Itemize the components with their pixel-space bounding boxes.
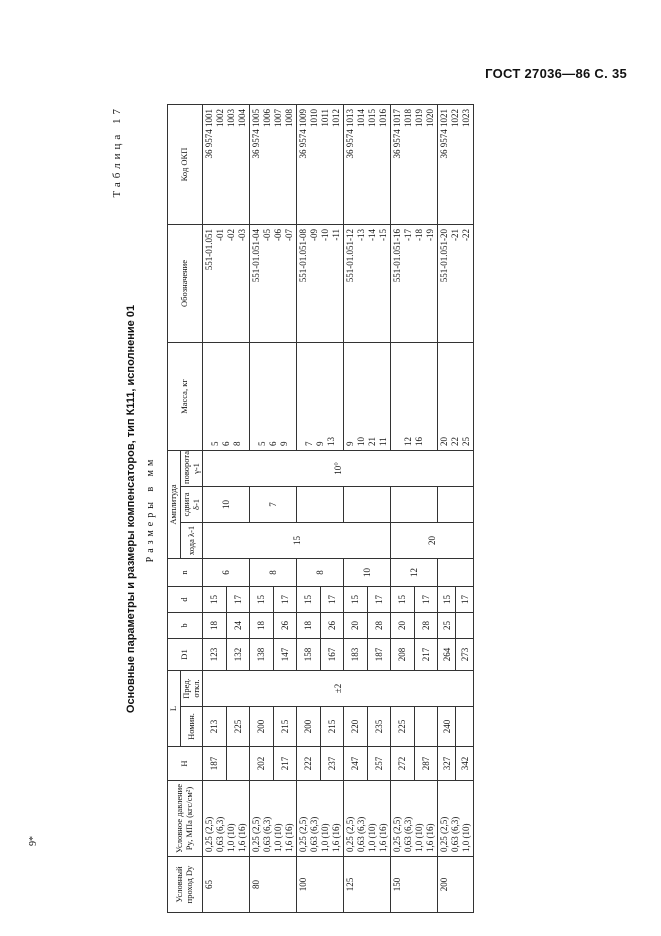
cell-n: 10 [344, 558, 391, 586]
table-row [250, 104, 274, 912]
page-header: ГОСТ 27036—86 С. 35 [485, 66, 627, 81]
cell-pressure-line: 0,63 (6,3) [356, 816, 367, 852]
cell-H: 272 [391, 747, 415, 781]
cell-D1: 132 [226, 638, 250, 670]
cell-mass [203, 342, 250, 450]
cell-mass-line: 9 [345, 441, 356, 446]
cell-d: 15 [344, 586, 368, 612]
cell-designation-line: -17 [403, 228, 414, 241]
cell-mass [438, 342, 474, 450]
cell-pressure [297, 781, 344, 857]
cell-b: 26 [273, 612, 297, 638]
cell-okp-line: 36 9574 1009 [298, 108, 309, 159]
cell-L-dev: ±2 [203, 670, 474, 706]
cell-pressure-line: 0,25 (2,5) [298, 816, 309, 852]
cell-pressure [203, 781, 250, 857]
cell-L-nom [414, 707, 438, 747]
cell-okp-line: 36 9574 1005 [251, 108, 262, 159]
cell-b [456, 612, 474, 638]
cell-okp-line: 1014 [356, 108, 367, 127]
cell-b: 28 [367, 612, 391, 638]
cell-designation-line: 551-01.051-04 [251, 228, 262, 283]
cell-b: 24 [226, 612, 250, 638]
cell-designation-line: 551-01.051-16 [392, 228, 403, 283]
cell-shift [344, 486, 391, 522]
cell-d: 17 [456, 586, 474, 612]
cell-D1: 147 [273, 638, 297, 670]
cell-L-nom: 200 [250, 707, 274, 747]
rotated-table-block [103, 105, 593, 913]
cell-okp-line: 36 9574 1021 [439, 108, 450, 159]
cell-L-nom: 215 [320, 707, 344, 747]
cell-pressure-line: 0,25 (2,5) [204, 816, 215, 852]
cell-designation-line: -22 [461, 228, 472, 241]
cell-L-nom: 220 [344, 707, 368, 747]
col-okp: Код ОКП [168, 104, 203, 224]
cell-designation-line: -10 [320, 228, 331, 241]
cell-designation-line: 551-01.051-08 [298, 228, 309, 283]
cell-okp-line: 1007 [273, 108, 284, 127]
cell-H: 217 [273, 747, 297, 781]
cell-designation-line: -06 [273, 228, 284, 241]
cell-pressure-line: 0,25 (2,5) [392, 816, 403, 852]
cell-okp [438, 104, 474, 224]
cell-okp-line: 1018 [403, 108, 414, 127]
cell-pressure-line: 0,63 (6,3) [450, 816, 461, 852]
cell-okp-line: 1011 [320, 108, 331, 127]
cell-mass-line: 16 [414, 436, 425, 446]
cell-designation [391, 224, 438, 342]
cell-designation-line: -19 [425, 228, 436, 241]
cell-shift [297, 486, 344, 522]
cell-b: 20 [344, 612, 368, 638]
cell-okp-line: 1015 [367, 108, 378, 127]
cell-dy: 100 [297, 857, 344, 913]
cell-designation [297, 224, 344, 342]
table-caption: Основные параметры и размеры компенсаторов, тип К111, исполнение 01 [125, 304, 137, 714]
cell-shift [438, 486, 474, 522]
cell-pressure-line: 0,25 (2,5) [439, 816, 450, 852]
cell-H: 257 [367, 747, 391, 781]
col-mass: Масса, кг [168, 342, 203, 450]
cell-n: 8 [297, 558, 344, 586]
cell-pressure [344, 781, 391, 857]
cell-okp-line: 1004 [237, 108, 248, 127]
cell-L-nom [456, 707, 474, 747]
cell-L-nom: 225 [226, 707, 250, 747]
cell-pressure-line: 0,63 (6,3) [309, 816, 320, 852]
cell-rotation: 10° [203, 450, 474, 486]
cell-okp-line: 1002 [215, 108, 226, 127]
cell-d: 15 [297, 586, 321, 612]
cell-n: 8 [250, 558, 297, 586]
cell-dy: 65 [203, 857, 250, 913]
cell-mass-line: 6 [267, 441, 278, 446]
cell-shift [391, 486, 438, 522]
cell-stroke: 15 [203, 522, 391, 558]
cell-mass [297, 342, 344, 450]
cell-mass [344, 342, 391, 450]
cell-designation-line: -18 [414, 228, 425, 241]
cell-pressure [438, 781, 474, 857]
cell-designation-line: -11 [331, 228, 342, 241]
cell-mass-line: 22 [450, 436, 461, 446]
cell-L-nom: 235 [367, 707, 391, 747]
cell-dy: 80 [250, 857, 297, 913]
cell-mass-line: 21 [367, 436, 378, 446]
cell-pressure-line: 1,0 (10) [273, 823, 284, 852]
cell-designation-line: -13 [356, 228, 367, 241]
cell-d: 17 [226, 586, 250, 612]
cell-okp-line: 1003 [226, 108, 237, 127]
cell-b: 18 [203, 612, 227, 638]
cell-designation-line: -09 [309, 228, 320, 241]
cell-okp-line: 1006 [262, 108, 273, 127]
cell-L-nom: 213 [203, 707, 227, 747]
cell-H [226, 747, 250, 781]
cell-H: 187 [203, 747, 227, 781]
cell-d: 15 [438, 586, 456, 612]
col-L-dev: Пред. откл. [180, 670, 203, 706]
col-pressure: Условное давление Py, МПа (кгс/см²) [168, 781, 203, 857]
cell-okp-line: 1012 [331, 108, 342, 127]
col-H: H [168, 747, 203, 781]
cell-shift: 7 [250, 486, 297, 522]
cell-H: 237 [320, 747, 344, 781]
col-dy: Условный проход Dy [168, 857, 203, 913]
cell-dy: 150 [391, 857, 438, 913]
cell-pressure-line: 1,0 (10) [320, 823, 331, 852]
cell-L-nom: 215 [273, 707, 297, 747]
cell-pressure [391, 781, 438, 857]
cell-D1: 123 [203, 638, 227, 670]
cell-mass-line: 13 [325, 436, 336, 446]
cell-H: 342 [456, 747, 474, 781]
cell-H: 247 [344, 747, 368, 781]
cell-okp-line: 1016 [378, 108, 389, 127]
table-row [297, 104, 321, 912]
cell-n [438, 558, 474, 586]
cell-okp-line: 1019 [414, 108, 425, 127]
cell-dy: 125 [344, 857, 391, 913]
cell-okp-line: 1010 [309, 108, 320, 127]
cell-H: 222 [297, 747, 321, 781]
col-n: n [168, 558, 203, 586]
cell-designation-line: 551-01.051-20 [439, 228, 450, 283]
parameters-table [167, 104, 474, 913]
cell-designation [250, 224, 297, 342]
cell-b: 25 [438, 612, 456, 638]
cell-stroke: 20 [391, 522, 474, 558]
cell-b: 26 [320, 612, 344, 638]
cell-mass-line: 7 [303, 441, 314, 446]
cell-okp [203, 104, 250, 224]
cell-mass [250, 342, 297, 450]
cell-D1: 273 [456, 638, 474, 670]
cell-mass-line: 20 [439, 436, 450, 446]
cell-designation-line: -05 [262, 228, 273, 241]
cell-D1: 183 [344, 638, 368, 670]
cell-pressure-line: 0,25 (2,5) [251, 816, 262, 852]
table-row [203, 104, 227, 912]
cell-b: 28 [414, 612, 438, 638]
cell-mass-line: 6 [220, 441, 231, 446]
cell-pressure-line: 1,6 (16) [237, 823, 248, 852]
table-row [438, 104, 456, 912]
cell-designation-line: -02 [226, 228, 237, 241]
cell-designation-line: -15 [378, 228, 389, 241]
cell-okp [391, 104, 438, 224]
col-d: d [168, 586, 203, 612]
cell-shift: 10 [203, 486, 250, 522]
cell-mass-line: 9 [314, 441, 325, 446]
cell-okp-line: 1008 [284, 108, 295, 127]
cell-mass-line: 5 [209, 441, 220, 446]
cell-pressure-line: 1,0 (10) [414, 823, 425, 852]
cell-designation-line: 551-01.051-12 [345, 228, 356, 283]
cell-pressure-line: 1,6 (16) [284, 823, 295, 852]
cell-mass-line: 10 [356, 436, 367, 446]
cell-designation-line: -03 [237, 228, 248, 241]
cell-pressure [250, 781, 297, 857]
cell-designation-line: -21 [450, 228, 461, 241]
cell-D1: 167 [320, 638, 344, 670]
cell-designation-line: -01 [215, 228, 226, 241]
cell-designation [203, 224, 250, 342]
cell-H: 327 [438, 747, 456, 781]
cell-designation-line: -07 [284, 228, 295, 241]
cell-designation-line: 551-01.051 [204, 228, 215, 271]
col-L-nom: Номин. [180, 707, 203, 747]
cell-pressure-line: 1,6 (16) [331, 823, 342, 852]
cell-D1: 217 [414, 638, 438, 670]
cell-mass-line: 12 [403, 436, 414, 446]
cell-designation [438, 224, 474, 342]
cell-mass-line: 8 [231, 441, 242, 446]
cell-D1: 138 [250, 638, 274, 670]
cell-okp-line: 1023 [461, 108, 472, 127]
cell-d: 15 [391, 586, 415, 612]
cell-pressure-line: 1,6 (16) [378, 823, 389, 852]
cell-pressure-line: 1,0 (10) [461, 823, 472, 852]
cell-n: 6 [203, 558, 250, 586]
table-row [344, 104, 368, 912]
cell-pressure-line: 0,25 (2,5) [345, 816, 356, 852]
cell-mass-line: 11 [378, 437, 389, 446]
cell-pressure-line: 1,6 (16) [425, 823, 436, 852]
col-D1: D1 [168, 638, 203, 670]
col-designation: Обозначение [168, 224, 203, 342]
cell-designation-line: -14 [367, 228, 378, 241]
cell-pressure-line: 0,63 (6,3) [403, 816, 414, 852]
table-label: Таблица 17 [111, 105, 123, 198]
cell-b: 18 [297, 612, 321, 638]
cell-d: 15 [203, 586, 227, 612]
cell-D1: 158 [297, 638, 321, 670]
cell-d: 17 [273, 586, 297, 612]
col-stroke: хода λ-1 [180, 522, 203, 558]
page-mark: 9* [28, 836, 39, 846]
col-shift: сдвига δ-1 [180, 486, 203, 522]
cell-mass-line: 9 [278, 441, 289, 446]
cell-okp [297, 104, 344, 224]
cell-D1: 264 [438, 638, 456, 670]
cell-pressure-line: 1,0 (10) [367, 823, 378, 852]
col-rotation: поворота γ-1 [180, 450, 203, 486]
col-L: L [168, 670, 181, 746]
cell-D1: 208 [391, 638, 415, 670]
cell-mass-line: 5 [256, 441, 267, 446]
cell-dy: 200 [438, 857, 474, 913]
cell-b: 18 [250, 612, 274, 638]
table-row [391, 104, 415, 912]
cell-d: 15 [250, 586, 274, 612]
cell-okp [344, 104, 391, 224]
cell-d: 17 [367, 586, 391, 612]
cell-okp-line: 36 9574 1017 [392, 108, 403, 159]
cell-mass-line: 25 [461, 436, 472, 446]
cell-d: 17 [414, 586, 438, 612]
col-b: b [168, 612, 203, 638]
cell-okp-line: 1022 [450, 108, 461, 127]
cell-D1: 187 [367, 638, 391, 670]
cell-H: 287 [414, 747, 438, 781]
cell-L-nom: 240 [438, 707, 456, 747]
cell-b: 20 [391, 612, 415, 638]
cell-okp-line: 1020 [425, 108, 436, 127]
cell-L-nom: 200 [297, 707, 321, 747]
col-amplitude: Амплитуда [168, 450, 181, 558]
cell-okp-line: 36 9574 1001 [204, 108, 215, 159]
cell-mass [391, 342, 438, 450]
cell-designation [344, 224, 391, 342]
table-subtitle: Размеры в мм [145, 455, 156, 563]
cell-pressure-line: 0,63 (6,3) [262, 816, 273, 852]
cell-d: 17 [320, 586, 344, 612]
cell-H: 202 [250, 747, 274, 781]
cell-pressure-line: 0,63 (6,3) [215, 816, 226, 852]
cell-pressure-line: 1,0 (10) [226, 823, 237, 852]
cell-L-nom: 225 [391, 707, 415, 747]
cell-okp-line: 36 9574 1013 [345, 108, 356, 159]
cell-okp [250, 104, 297, 224]
cell-n: 12 [391, 558, 438, 586]
